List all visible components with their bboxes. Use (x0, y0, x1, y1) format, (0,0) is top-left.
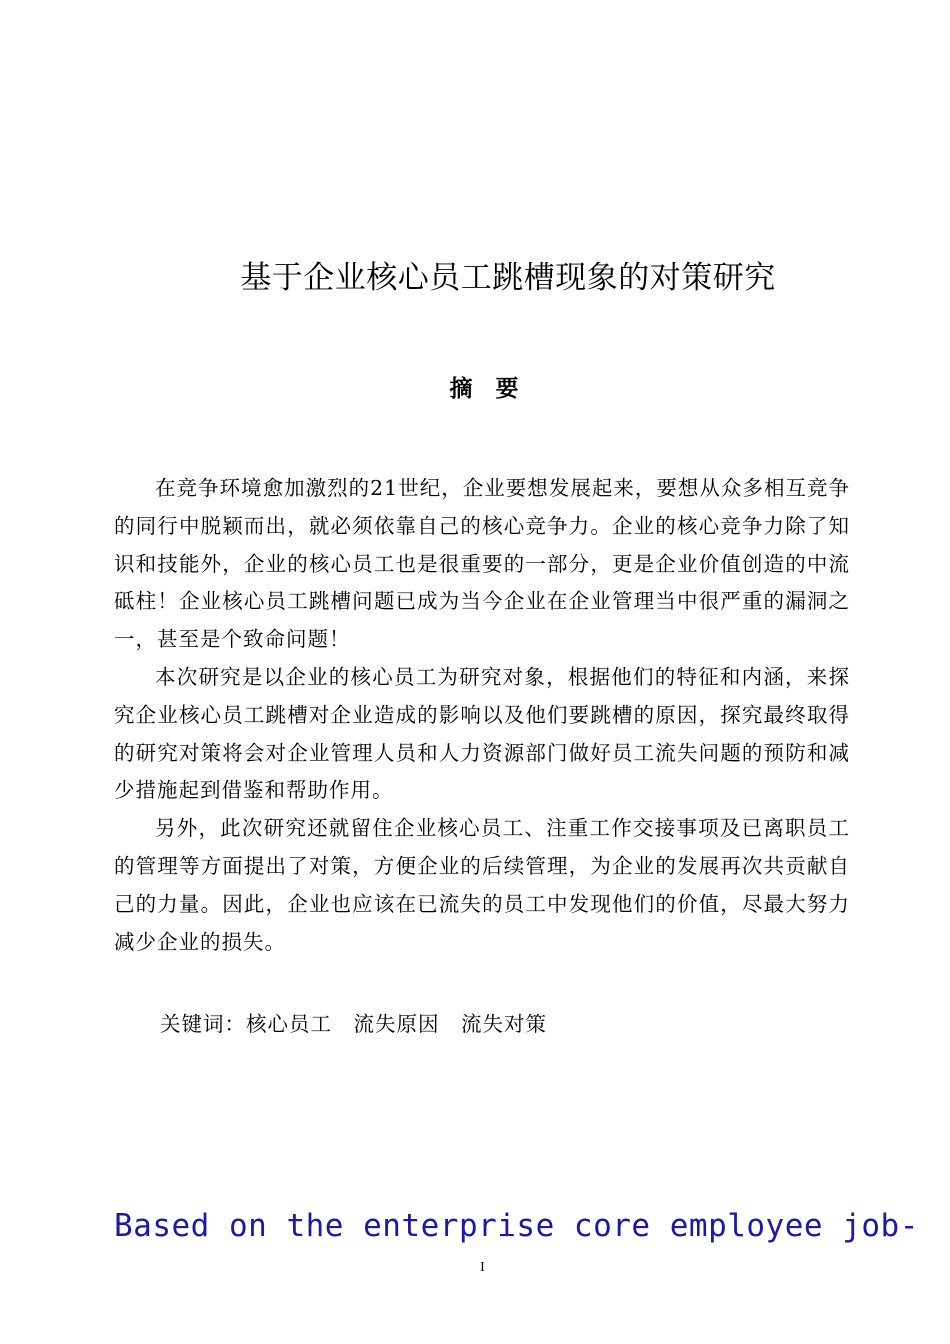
page-number: I (480, 1260, 485, 1275)
abstract-paragraph-2: 本次研究是以企业的核心员工为研究对象，根据他们的特征和内涵，来探究企业核心员工跳槽对企业造成的影响以及他们要跳槽的原因，探究最终取得的研究对策将会对企业管理人员和人力资源部门做好员工流失问题的预防和减少措施起到借鉴和帮助作用。 (114, 664, 850, 803)
abstract-heading: 摘 要 (449, 376, 519, 402)
document-title: 基于企业核心员工跳槽现象的对策研究 (240, 260, 776, 296)
abstract-paragraph-3: 另外，此次研究还就留住企业核心员工、注重工作交接事项及已离职员工的管理等方面提出了对策，方便企业的后续管理，为企业的发展再次共贡献自己的力量。因此，企业也应该在已流失的员工中发现他们的价值，尽最大努力减少企业的损失。 (114, 816, 850, 954)
keywords-line: 关键词：核心员工 流失原因 流失对策 (160, 1012, 547, 1036)
english-title: Based on the enterprise core employee job- (114, 1208, 919, 1244)
abstract-body (114, 470, 850, 961)
abstract-paragraph-1: 在竞争环境愈加激烈的21世纪，企业要想发展起来，要想从众多相互竞争的同行中脱颖而出，就必须依靠自己的核心竞争力。企业的核心竞争力除了知识和技能外，企业的核心员工也是很重要的一部分，更是企业价值创造的中流砥柱！企业核心员工跳槽问题已成为当今企业在企业管理当中很严重的漏洞之一，甚至是个致命问题！ (114, 476, 850, 652)
